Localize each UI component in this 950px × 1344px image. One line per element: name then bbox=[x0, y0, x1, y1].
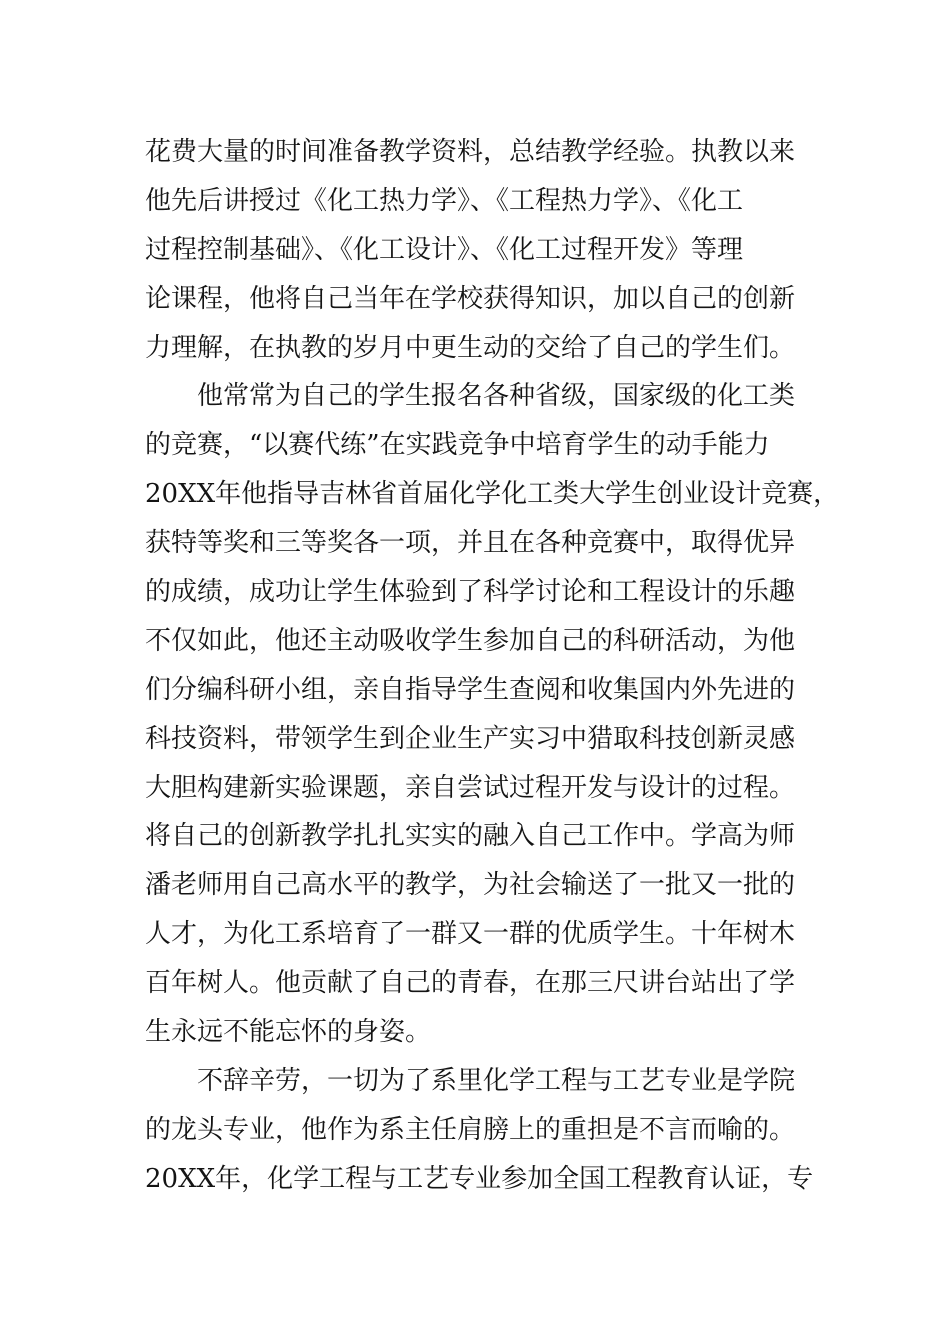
text-line: 获特等奖和三等奖各一项，并且在各种竞赛中，取得优异 bbox=[145, 528, 796, 559]
text-line: 生永远不能忘怀的身姿。 bbox=[145, 1017, 432, 1048]
text-line: 的龙头专业，他作为系主任肩膀上的重担是不言而喻的。 bbox=[145, 1114, 796, 1145]
text-line: 他先后讲授过《化工热力学》、《工程热力学》、《化工 bbox=[145, 185, 744, 216]
text-line: 大胆构建新实验课题，亲自尝试过程开发与设计的过程。 bbox=[145, 772, 796, 803]
text-line: 潘老师用自己高水平的教学，为社会输送了一批又一批的 bbox=[145, 870, 796, 901]
text-line: 百年树人。他贡献了自己的青春，在那三尺讲台站出了学 bbox=[145, 968, 796, 999]
text-line: 人才，为化工系培育了一群又一群的优质学生。十年树木 bbox=[145, 919, 796, 950]
text-line: 的成绩，成功让学生体验到了科学讨论和工程设计的乐趣 bbox=[145, 577, 796, 608]
paragraph-start-line: 不辞辛劳，一切为了系里化学工程与工艺专业是学院 bbox=[197, 1065, 796, 1096]
text-line: 科技资料，带领学生到企业生产实习中猎取科技创新灵感 bbox=[145, 723, 796, 754]
text-line: 不仅如此，他还主动吸收学生参加自己的科研活动，为他 bbox=[145, 625, 796, 656]
text-line: 们分编科研小组，亲自指导学生查阅和收集国内外先进的 bbox=[145, 674, 796, 705]
text-line: 将自己的创新教学扎扎实实的融入自己工作中。学高为师 bbox=[145, 821, 796, 852]
body-text bbox=[145, 128, 840, 1204]
text-line: 的竞赛，“以赛代练”在实践竞争中培育学生的动手能力 bbox=[145, 430, 770, 461]
text-line: 20XX年他指导吉林省首届化学化工类大学生创业设计竞赛， bbox=[145, 479, 840, 510]
text-line: 20XX年，化学工程与工艺专业参加全国工程教育认证，专 bbox=[145, 1163, 814, 1194]
text-line: 过程控制基础》、《化工设计》、《化工过程开发》等理 bbox=[145, 234, 744, 265]
paragraph-start-line: 他常常为自己的学生报名各种省级，国家级的化工类 bbox=[197, 381, 796, 412]
text-line: 力理解，在执教的岁月中更生动的交给了自己的学生们。 bbox=[145, 332, 796, 363]
text-line: 花费大量的时间准备教学资料，总结教学经验。执教以来 bbox=[145, 137, 796, 167]
text-line: 论课程，他将自己当年在学校获得知识，加以自己的创新 bbox=[145, 283, 796, 314]
